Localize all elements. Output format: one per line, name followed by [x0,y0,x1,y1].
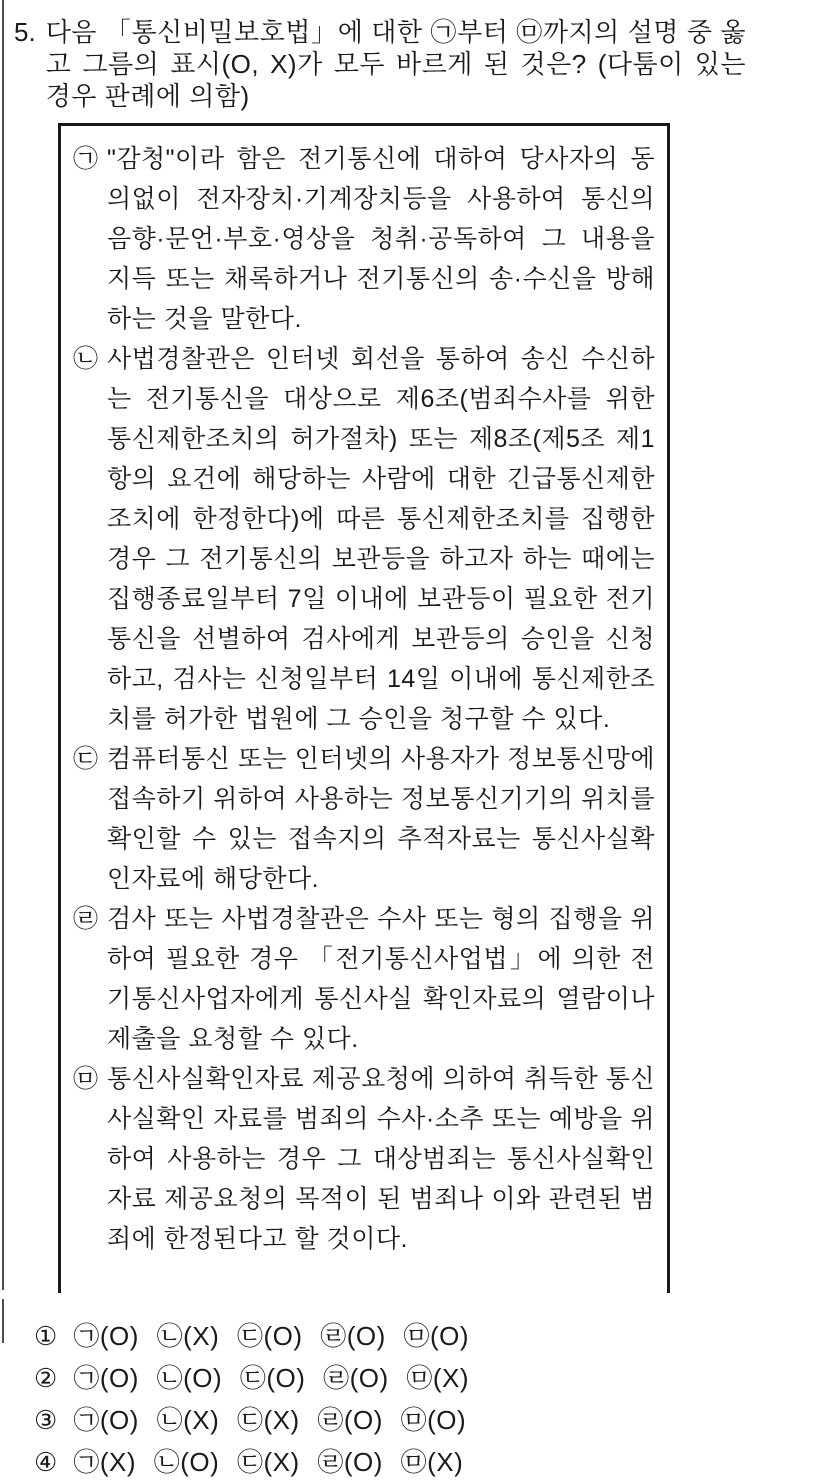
item-text: 사법경찰관은 인터넷 회선을 통하여 송신 수신하는 전기통신을 대상으로 제6조(범죄수사를 위한 통신제한조치의 허가절차) 또는 제8조(제5조 제1항의 요건에 해당하는 사람에 대한 긴급통신제한조치에 한정한다)에 따른 통신제한조치를 집행한 경우 그 전기통신의 보관등을 하고자 하는 때에는 집행종료일부터 7일 이내에 보관등이 필요한 전기통신을 선별하여 검사에게 보관등의 승인을 신청하고, 검사는 신청일부터 14일 이내에 통신제한조치를 허가한 법원에 그 승인을 청구할 수 있다. [107,345,655,733]
choice-number: ③ [34,1405,58,1435]
item-marker: ㉢ [73,745,99,773]
statement-box [58,123,670,1293]
item-text: 통신사실확인자료 제공요청에 의하여 취득한 통신사실확인 자료를 범죄의 수사·소추 또는 예방을 위하여 사용하는 경우 그 대상범죄는 통신사실확인자료 제공요청의 목적이 된 범죄나 이와 관련된 범죄에 한정된다고 할 것이다. [107,1065,655,1253]
choice-text: ㉠(O) ㉡(O) ㉢(O) ㉣(O) ㉤(X) [73,1363,470,1393]
item-marker: ㉡ [73,345,99,373]
item-text: 검사 또는 사법경찰관은 수사 또는 형의 집행을 위하여 필요한 경우 「전기통신사업법」에 의한 전기통신사업자에게 통신사실 확인자료의 열람이나 제출을 요청할 수 있다. [107,905,655,1053]
statement-item [73,339,655,739]
item-text: 컴퓨터통신 또는 인터넷의 사용자가 정보통신망에 접속하기 위하여 사용하는 정보통신기기의 위치를 확인할 수 있는 접속지의 추적자료는 통신사실확인자료에 해당한다. [107,745,655,893]
column-divider-line [2,1299,4,1343]
answer-choices [34,1322,469,1477]
choice-number: ④ [34,1447,58,1477]
choice-2[interactable] [34,1364,469,1393]
item-marker: ㉤ [73,1065,99,1093]
question-number: 5. [14,17,36,47]
statement-item [73,739,655,899]
choice-text: ㉠(O) ㉡(X) ㉢(X) ㉣(O) ㉤(O) [73,1405,467,1435]
choice-1[interactable] [34,1322,469,1351]
item-marker: ㉣ [73,905,99,933]
statement-item [73,899,655,1059]
statement-item [73,139,655,339]
item-text: "감청"이라 함은 전기통신에 대하여 당사자의 동의없이 전자장치·기계장치등을 사용하여 통신의 음향·문언·부호·영상을 청취·공독하여 그 내용을 지득 또는 채록하거나 전기통신의 송·수신을 방해하는 것을 말한다. [107,145,655,333]
choice-text: ㉠(X) ㉡(O) ㉢(X) ㉣(O) ㉤(X) [73,1447,464,1477]
choice-number: ① [34,1321,58,1351]
choice-text: ㉠(O) ㉡(X) ㉢(O) ㉣(O) ㉤(O) [73,1321,470,1351]
choice-3[interactable] [34,1406,469,1435]
choice-number: ② [34,1363,58,1393]
item-marker: ㉠ [73,145,99,173]
question-block [14,16,746,112]
question-text: 다음 「통신비밀보호법」에 대한 ㉠부터 ㉤까지의 설명 중 옳고 그름의 표시(O, X)가 모두 바르게 된 것은? (다툼이 있는 경우 판례에 의함) [45,17,746,111]
choice-4[interactable] [34,1448,469,1477]
statement-item [73,1059,655,1259]
column-divider-line [2,0,4,1290]
